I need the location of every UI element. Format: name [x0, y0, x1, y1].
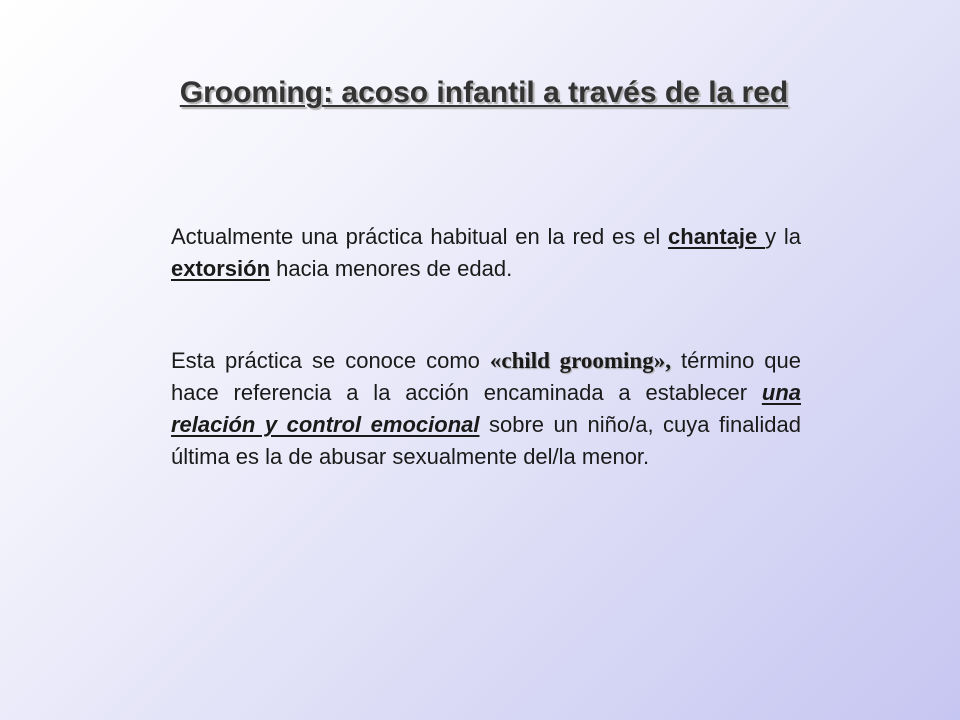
- emphasis-relacion-control: una relación y control emocional: [171, 380, 801, 437]
- intro-paragraph: [171, 221, 801, 285]
- slide-title: Grooming: acoso infantil a través de la red: [179, 76, 789, 109]
- intro-text-start: Actualmente una práctica habitual en la red es el: [171, 224, 669, 249]
- definition-text-end: sobre un niño/a, cuya finalidad última es la de abusar sexualmente del/la menor.: [171, 412, 801, 469]
- term-child-grooming: «child grooming»,: [489, 348, 671, 373]
- definition-text-start: Esta práctica se conoce como: [171, 348, 490, 373]
- definition-paragraph: [171, 345, 801, 473]
- term-chantaje: chantaje: [668, 224, 766, 249]
- intro-text-end: hacia menores de edad.: [270, 256, 513, 281]
- intro-text-middle: y la: [765, 224, 801, 249]
- definition-text-middle: término que hace referencia a la acción encaminada a establecer: [171, 348, 801, 405]
- term-extorsion: extorsión: [171, 256, 271, 281]
